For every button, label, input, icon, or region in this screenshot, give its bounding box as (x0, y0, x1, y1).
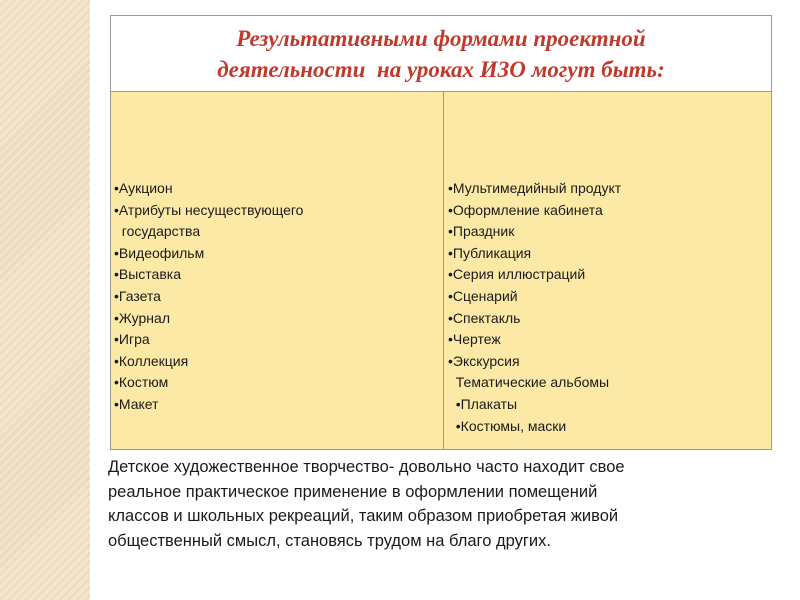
list-item: Тематические альбомы (448, 374, 610, 391)
list-item: •Видеофильм (114, 244, 205, 261)
list-item: •Костюмы, маски (448, 417, 567, 434)
list-item: •Атрибуты несуществующего (114, 201, 304, 218)
list-item: •Сценарий (448, 287, 518, 304)
list-item: •Публикация (448, 244, 532, 261)
table-body (111, 92, 771, 449)
list-item: •Чертеж (448, 331, 501, 348)
list-item: •Макет (114, 395, 159, 412)
project-forms-table (110, 15, 772, 450)
right-list (448, 178, 621, 437)
list-item: •Игра (114, 331, 150, 348)
left-list (114, 178, 303, 416)
footer-line: Детское художественное творчество- довольно часто находит свое (108, 458, 625, 476)
list-item: •Выставка (114, 266, 181, 283)
footer-line: общественный смысл, становясь трудом на благо других. (108, 531, 551, 550)
list-item: •Журнал (114, 309, 170, 326)
list-item: •Серия иллюстраций (448, 266, 586, 283)
list-item: государства (114, 223, 201, 240)
footer-line: реальное практическое применение в оформлении помещений (108, 482, 598, 501)
list-item: •Праздник (448, 223, 515, 240)
footer-line: классов и школьных рекреаций, таким образом приобретая живой (108, 507, 619, 525)
table-header (111, 16, 771, 92)
list-item: •Газета (114, 287, 161, 304)
list-item: •Спектакль (448, 309, 521, 326)
footer-paragraph (108, 455, 758, 553)
left-column (111, 92, 444, 449)
list-item: •Мультимедийный продукт (448, 180, 622, 196)
list-item: •Аукцион (114, 180, 173, 196)
table-title-line-1: Результативными формами проектной (236, 25, 646, 51)
list-item: •Оформление кабинета (448, 201, 603, 218)
table-title-line-2: деятельности на уроках ИЗО могут быть: (217, 56, 665, 82)
list-item: •Плакаты (448, 395, 518, 412)
list-item: •Экскурсия (448, 352, 520, 369)
right-column (444, 92, 771, 449)
list-item: •Костюм (114, 374, 169, 391)
list-item: •Коллекция (114, 352, 189, 369)
decorative-side-strip (0, 0, 90, 600)
